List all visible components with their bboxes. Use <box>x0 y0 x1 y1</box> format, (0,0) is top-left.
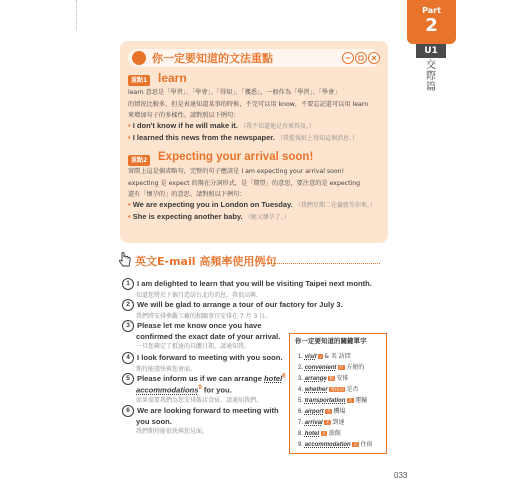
example-zh: 期待能儘快與您會面。 <box>136 366 197 373</box>
keyword-zh: 住宿 <box>360 441 373 448</box>
item-number: 6 <box>122 405 134 417</box>
keyword-zh: 到達 <box>332 419 345 426</box>
keyword-number: 4. <box>298 387 304 393</box>
keyword-number: 5. <box>298 398 304 404</box>
example-en: confirmed the exact date of your arrival. <box>136 332 281 341</box>
part-label: Part <box>422 6 441 15</box>
example-en: Please let me know once you have <box>137 321 262 330</box>
maximize-icon <box>355 52 367 64</box>
example-en: for you. <box>201 385 232 395</box>
email-example-5 <box>122 373 286 404</box>
point1-line: 來增加句子的多樣性。請對照以下例句： <box>128 112 240 119</box>
example-zh: 一旦您確定了抵達的具體日期，請通知我。 <box>136 343 251 350</box>
pos-badge: 動 <box>329 376 334 381</box>
pos-badge: 名 <box>348 398 353 403</box>
pointing-hand-icon <box>118 252 133 272</box>
email-example-1 <box>122 278 372 299</box>
top-dotted-rule <box>76 0 78 30</box>
close-icon <box>368 52 380 64</box>
item-number: 3 <box>122 320 134 332</box>
keyword-word: convenient <box>304 365 337 371</box>
keyword-hotel: hotel <box>264 374 283 383</box>
keyword-zh: 安排 <box>336 375 349 382</box>
example-en: Please inform us if we can arrange <box>137 374 265 383</box>
bullet-icon <box>132 51 146 65</box>
pos-badge: 名 <box>326 409 331 414</box>
keyword-word: arrival <box>304 420 323 426</box>
pos-badge: 名 <box>325 420 330 425</box>
point1-example: • I don't know if he will make it. （我不知道他是否來得及。） <box>128 121 315 130</box>
point1-line: learn 意思是「學習」、「學會」、「得知」、「獲悉」，一般作為「學習」、「學會」 <box>128 89 341 96</box>
keyword-item <box>298 428 341 437</box>
point2-line: 實際上這是個省略句，完整的句子應該是 I am expecting your arrival soon! <box>128 168 345 175</box>
keyword-word: transportation <box>304 398 346 404</box>
keyword-word: accommodation <box>304 442 351 448</box>
keyword-item <box>298 439 373 448</box>
point2-paragraph <box>128 166 374 201</box>
keyword-zh: 運輸 <box>355 397 368 404</box>
example-zh: （我們星期二在倫敦等你來。） <box>294 202 376 209</box>
part-tab <box>407 0 456 44</box>
example-en: We will be glad to arrange a tour of our factory for July 3. <box>137 300 343 309</box>
keyword-box-title: 你一定要知道的關鍵單字 <box>295 337 367 345</box>
footnote-marker: 8 <box>282 373 286 380</box>
footnote-marker: 9 <box>198 385 202 391</box>
example-zh: （我從報紙上得知這個消息。） <box>276 135 358 142</box>
point2-example: • We are expecting you in London on Tuesday. （我們星期二在倫敦等你來。） <box>128 200 376 209</box>
example-zh: 我們期待能很快與您見面。 <box>136 428 209 435</box>
pos-badge: 名 <box>321 431 327 436</box>
pos-badge: 名 <box>353 442 358 447</box>
point2-heading: Expecting your arrival soon! <box>158 151 314 163</box>
email-section-title: 英文E-mail 高頻率使用例句 <box>135 255 277 268</box>
keyword-item <box>298 406 346 415</box>
pos-badge: 形 <box>339 365 344 370</box>
email-example-2 <box>122 299 343 320</box>
keyword-zh: 機場 <box>333 408 346 415</box>
keyword-word: whether <box>304 387 328 393</box>
keyword-number: 7. <box>298 420 304 426</box>
example-zh: （我不知道他是否來得及。） <box>239 123 315 130</box>
keyword-zh: 方便的 <box>346 364 365 371</box>
email-example-6 <box>122 405 279 435</box>
keyword-word: hotel <box>304 431 320 437</box>
item-number: 1 <box>122 278 134 290</box>
keyword-number: 8. <box>298 431 304 437</box>
example-zh: 我們將安排參觀工廠的相關事宜安排在 7 月 3 日。 <box>136 313 272 320</box>
item-number: 4 <box>122 352 134 364</box>
example-zh: 如果需要我們為您安排飯店食宿，請通知我們。 <box>136 396 263 404</box>
example-en: I am delighted to learn that you will be visiting Taipei next month. <box>137 279 372 288</box>
part-number: 2 <box>425 15 438 36</box>
email-example-4 <box>122 352 283 373</box>
example-en: We are expecting you in London on Tuesday. <box>132 200 293 209</box>
keyword-item <box>298 362 364 371</box>
point1-line: 的情況比較多，但是表達知道某事的時候，不完可以用 know，不要忘記還可以用 learn <box>128 100 369 108</box>
keyword-item <box>298 384 359 393</box>
email-example-3 <box>122 320 280 350</box>
keyword-item <box>298 373 349 382</box>
point2-example: • She is expecting another baby. （她又懷孕了。） <box>128 212 290 221</box>
grammar-panel-title: 你一定要知道的文法重點 <box>152 52 273 65</box>
example-en: We are looking forward to meeting with <box>137 406 279 415</box>
example-zh: 知道您將於下個月造訪台北的消息，我很高興。 <box>136 292 263 299</box>
point1-example: • I learned this news from the newspaper. （我從報紙上得知這個消息。） <box>128 133 358 142</box>
keyword-item <box>298 417 345 426</box>
point2-badge: 重點2 <box>128 155 150 166</box>
keyword-accommodations: accommodations <box>136 385 199 395</box>
keyword-number: 6. <box>298 409 304 415</box>
item-number: 5 <box>122 373 134 385</box>
point1-badge: 重點1 <box>128 75 150 86</box>
keyword-word: visit <box>304 354 317 360</box>
example-en: I don't know if he will make it. <box>132 121 238 130</box>
dotted-divider <box>262 263 380 264</box>
keyword-zh: 旅館 <box>328 430 341 437</box>
pos-badge: v <box>319 354 322 359</box>
keyword-item <box>298 351 351 360</box>
example-zh: （她又懷孕了。） <box>244 214 290 221</box>
keyword-item <box>298 395 367 404</box>
point1-paragraph <box>128 87 374 122</box>
keyword-number: 2. <box>298 365 304 371</box>
minimize-icon <box>342 52 354 64</box>
item-number: 2 <box>122 299 134 311</box>
example-en: I learned this news from the newspaper. <box>132 133 275 142</box>
example-en: I look forward to meeting with you soon. <box>137 353 283 362</box>
keyword-word: airport <box>304 409 324 415</box>
keyword-number: 1. <box>298 354 304 360</box>
keyword-number: 9. <box>298 442 304 448</box>
point2-line: expecting 是 expect 的現在分詞形式，是「期望」的意思，要注意的是 expecting <box>128 179 361 187</box>
keyword-zh: 是否 <box>346 386 359 393</box>
keyword-word: arrange <box>304 376 327 382</box>
unit-tab: U1 <box>416 44 446 58</box>
page-number: 033 <box>394 471 408 480</box>
unit-title: 交際篇 <box>426 60 436 93</box>
keyword-number: 3. <box>298 376 304 382</box>
keyword-zh: & 名 訪問 <box>324 353 351 360</box>
point1-heading: learn <box>158 71 187 85</box>
example-en: you soon. <box>136 417 172 426</box>
example-en: She is expecting another baby. <box>132 212 243 221</box>
point2-line: 還有「懷孕的」的意思。請對照以下例句： <box>128 191 246 198</box>
pos-badge: 連接詞 <box>330 387 344 392</box>
